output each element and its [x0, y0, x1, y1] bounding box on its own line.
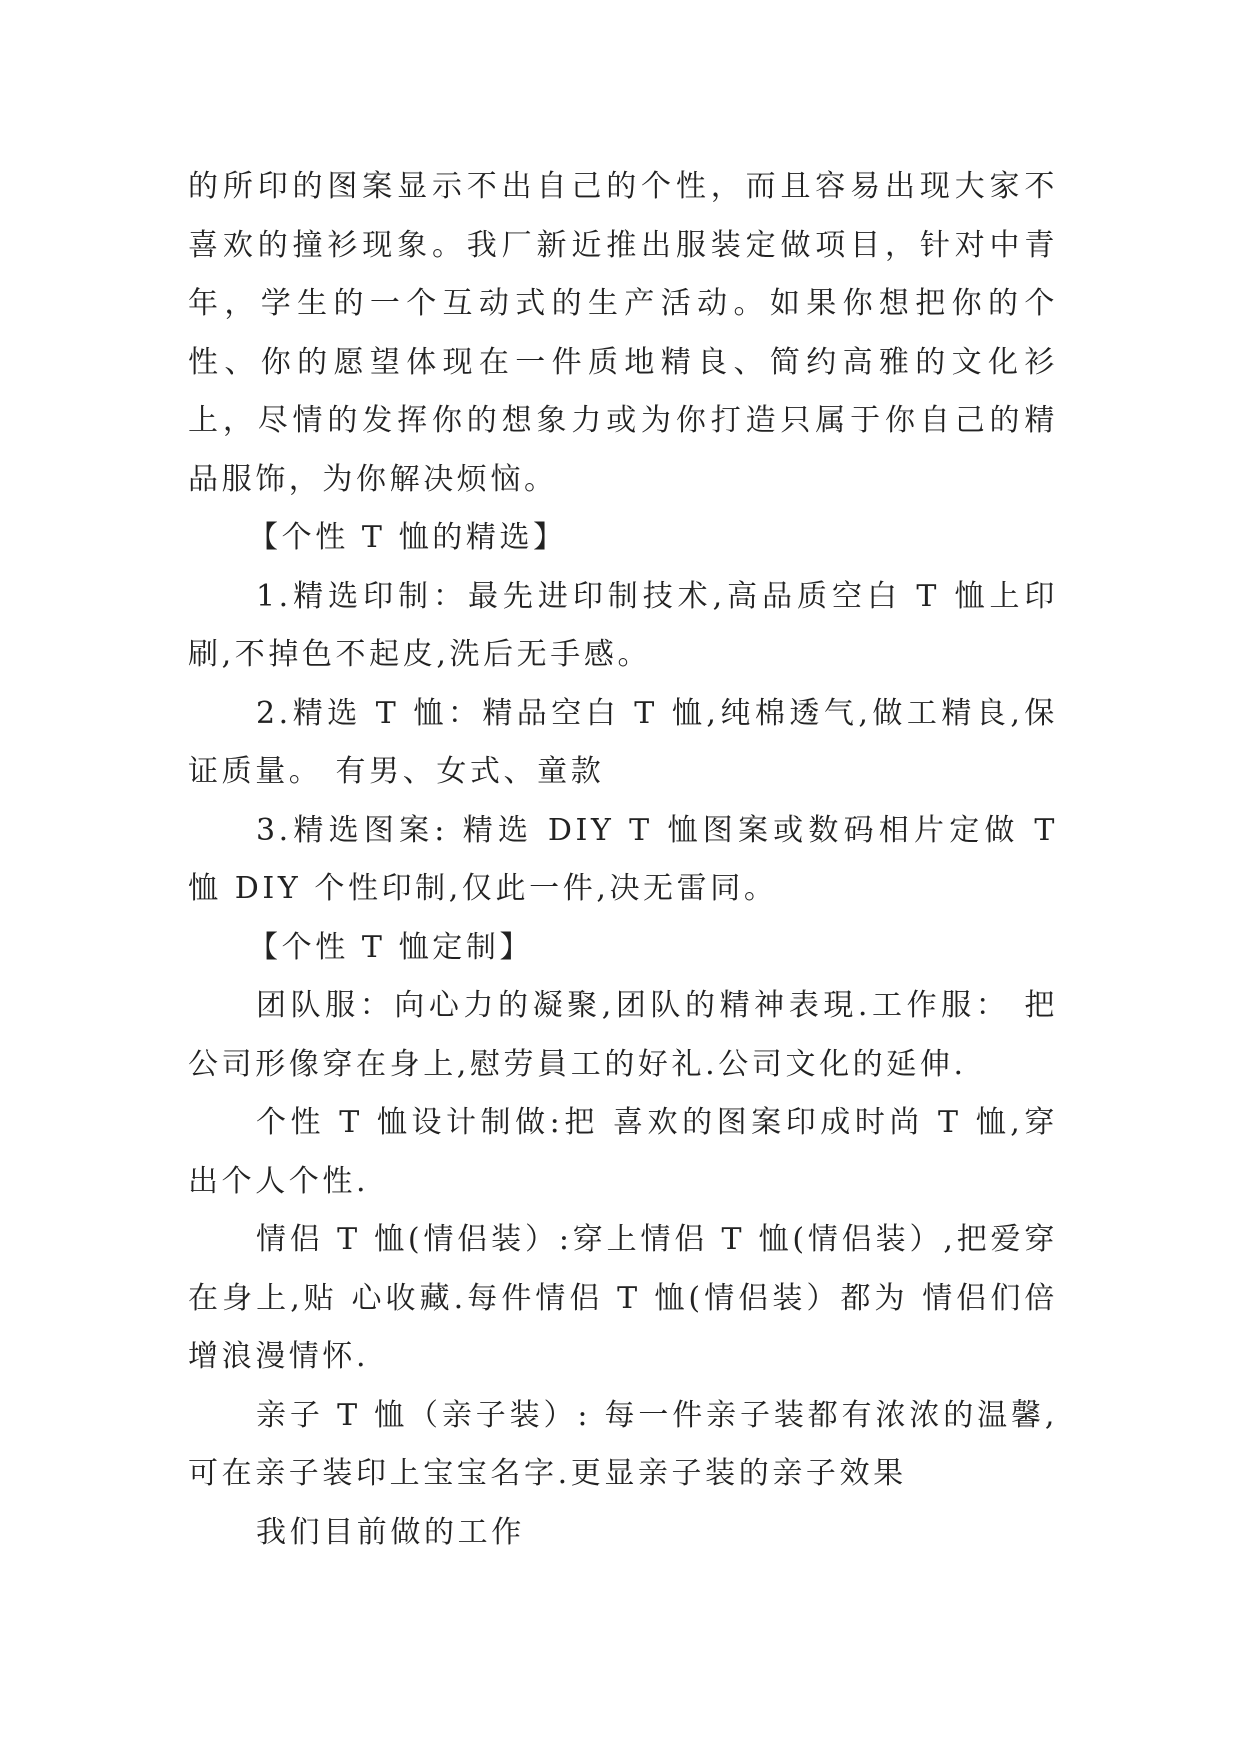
document-body: [188, 158, 1058, 1562]
paragraph-family-tshirt: 亲子 T 恤（亲子装）: 每一件亲子装都有浓浓的温馨,可在亲子装印上宝宝名字.更显亲子装的亲子效果: [188, 1397, 1058, 1491]
paragraph-personal-design: 个性 T 恤设计制做:把 喜欢的图案印成时尚 T 恤,穿出个人个性.: [188, 1105, 1058, 1199]
paragraph-team-uniform: 团队服：向心力的凝聚,团队的精神表現.工作服： 把公司形像穿在身上,慰劳員工的好礼.公司文化的延伸.: [188, 988, 1058, 1082]
paragraph-intro: 的所印的图案显示不出自己的个性，而且容易出现大家不喜欢的撞衫现象。我厂新近推出服装定做项目，针对中青年，学生的一个互动式的生产活动。如果你想把你的个性、你的愿望体现在一件质地精良、简约高雅的文化衫上，尽情的发挥你的想象力或为你打造只属于你自己的精品服饰，为你解决烦恼。: [188, 169, 1058, 497]
paragraph-printing: 1.精选印制：最先进印制技术,高品质空白 T 恤上印刷,不掉色不起皮,洗后无手感。: [188, 578, 1058, 672]
paragraph-tshirt: 2.精选 T 恤：精品空白 T 恤,纯棉透气,做工精良,保证质量。 有男、女式、童款: [188, 695, 1058, 789]
paragraph-pattern: 3.精选图案: 精选 DIY T 恤图案或数码相片定做 T 恤 DIY 个性印制,仅此一件,决无雷同。: [188, 812, 1058, 906]
paragraph-couple-tshirt: 情侣 T 恤(情侣装）:穿上情侣 T 恤(情侣装）,把爱穿在身上,贴 心收藏.每件情侣 T 恤(情侣装）都为 情侣们倍增浪漫情怀.: [188, 1222, 1058, 1374]
paragraph-current-work: 我们目前做的工作: [256, 1514, 525, 1550]
section-heading-custom: 【个性 T 恤定制】: [248, 929, 534, 965]
section-heading-selection: 【个性 T 恤的精选】: [248, 520, 567, 555]
